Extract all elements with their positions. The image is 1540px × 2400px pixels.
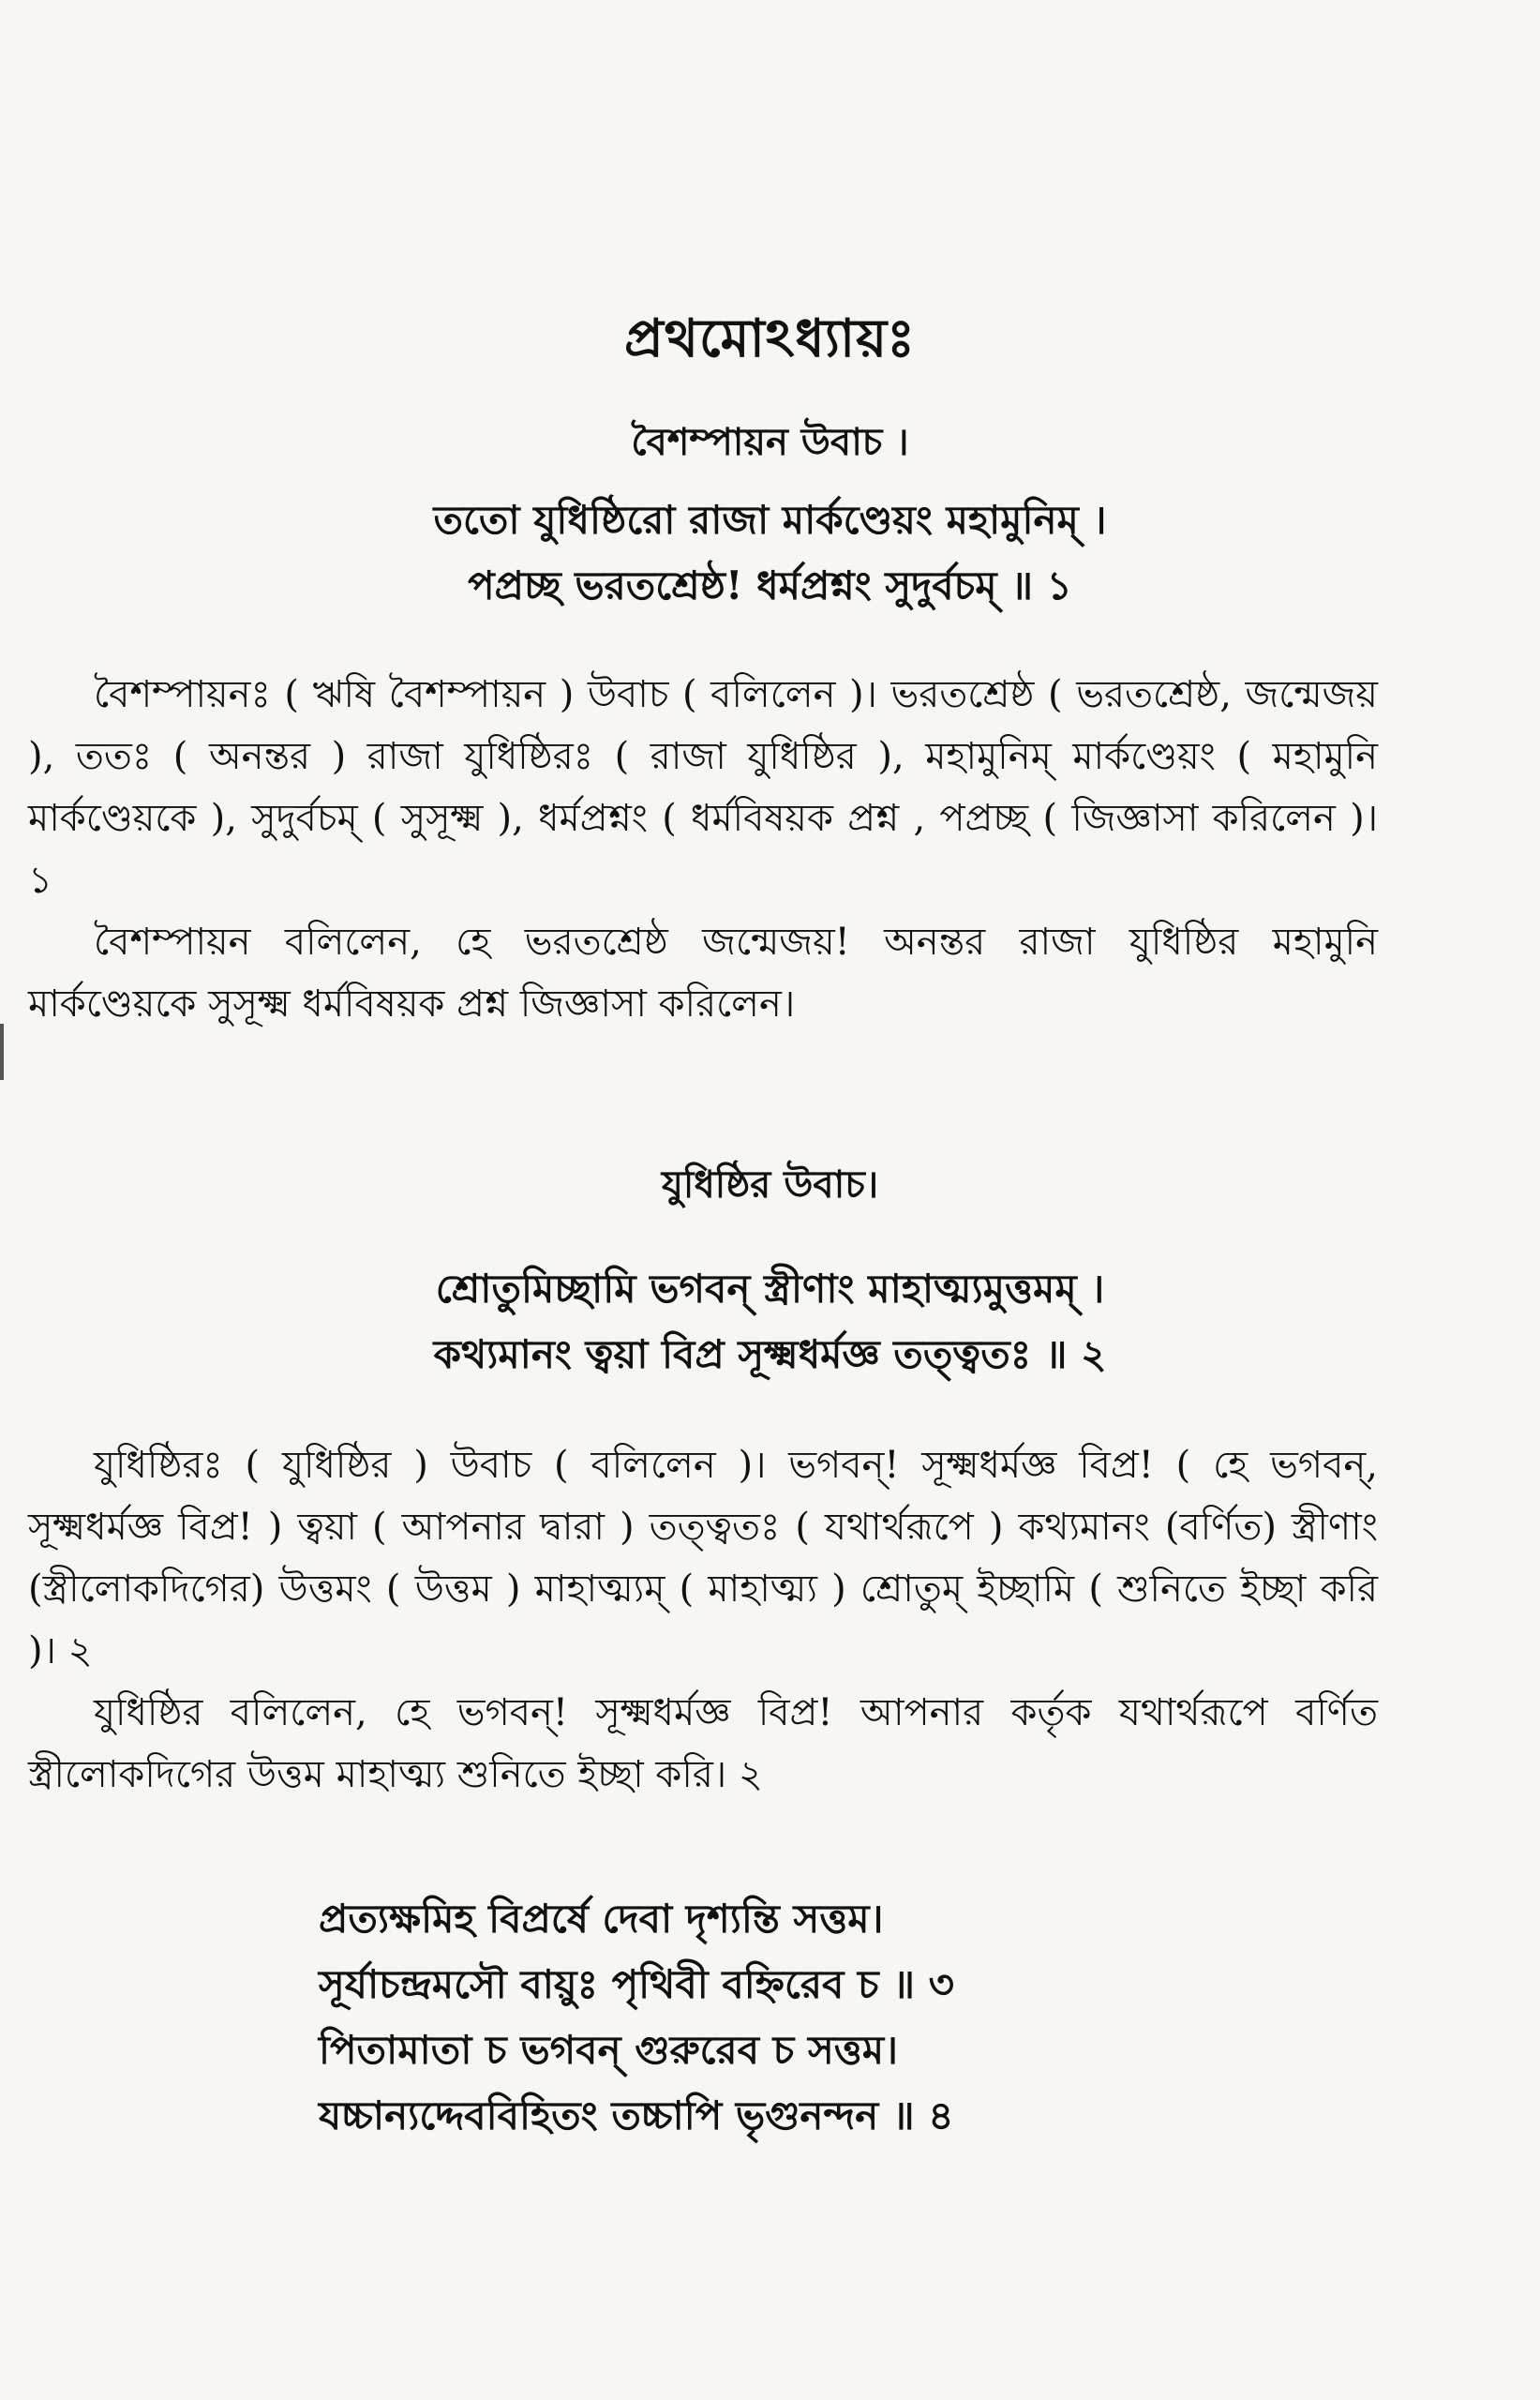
commentary-block-2 [28,1434,1378,1806]
word-commentary-1: বৈশম্পায়নঃ ( ঋষি বৈশম্পায়ন ) উবাচ ( বলিলেন )। ভরতশ্রেষ্ঠ ( ভরতশ্রেষ্ঠ, জন্মেজয় ), ততঃ ( অনন্তর ) রাজা যুধিষ্ঠিরঃ ( রাজা যুধিষ্ঠির ), মহামুনিম্ মার্কণ্ডেয়ং ( মহামুনি মার্কণ্ডেয়কে ), সুদুর্বচম্ ( সুসূক্ষ্ম ), ধর্মপ্রশ্নং ( ধর্মবিষয়ক প্রশ্ন , পপ্রচ্ছ ( জিজ্ঞাসা করিলেন )। ১ [28,673,1378,902]
commentary-block-1 [28,664,1378,1035]
verse-line-4: কথ্যমানং ত্বয়া বিপ্র সূক্ষ্মধর্মজ্ঞ তত্ত্বতঃ ॥ ২ [433,1331,1107,1377]
chapter-title: প্রথমোঽধ্যায়ঃ [623,308,917,369]
word-commentary-2: যুধিষ্ঠিরঃ ( যুধিষ্ঠির ) উবাচ ( বলিলেন )। ভগবন্! সূক্ষ্মধর্মজ্ঞ বিপ্র! ( হে ভগবন্, সূক্ষ্মধর্মজ্ঞ বিপ্র! ) ত্বয়া ( আপনার দ্বারা ) তত্ত্বতঃ ( যথার্থরূপে ) কথ্যমানং (বর্ণিত) স্ত্রীণাং (স্ত্রীলোকদিগের) উত্তমং ( উত্তম ) মাহাত্ম্যম্ ( মাহাত্ম্য ) শ্রোতুম্ ইচ্ছামি ( শুনিতে ইচ্ছা করি )। ২ [28,1444,1378,1672]
speaker-heading-1: বৈশম্পায়ন উবাচ । [631,420,909,464]
verse-line-6: সূর্যাচন্দ্রমসৌ বায়ুঃ পৃথিবী বহ্নিরেব চ ॥ ৩ [319,1961,954,2007]
translation-2: যুধিষ্ঠির বলিলেন, হে ভগবন্! সূক্ষ্মধর্মজ্ঞ বিপ্র! আপনার কর্তৃক যথার্থরূপে বর্ণিত স্ত্রীলোকদিগের উত্তম মাহাত্ম্য শুনিতে ইচ্ছা করি। ২ [28,1691,1378,1796]
page-edge-mark [0,1024,4,1080]
verse-line-2: পপ্রচ্ছ ভরতশ্রেষ্ঠ! ধর্মপ্রশ্নং সুদুর্বচম্ ॥ ১ [468,562,1072,608]
speaker-heading-2: যুধিষ্ঠির উবাচ। [661,1162,879,1207]
verse-line-3: শ্রোতুমিচ্ছামি ভগবন্ স্ত্রীণাং মাহাত্ম্যমুত্তমম্ । [435,1266,1105,1312]
verse-line-7: পিতামাতা চ ভগবন্ গুরুরেব চ সত্তম। [319,2027,899,2073]
verse-line-8: যচ্চান্যদ্দেববিহিতং তচ্চাপি ভৃগুনন্দন ॥ ৪ [319,2092,954,2138]
verse-line-1: ততো যুধিষ্ঠিরো রাজা মার্কণ্ডেয়ং মহামুনিম্ । [433,497,1107,543]
translation-1: বৈশম্পায়ন বলিলেন, হে ভরতশ্রেষ্ঠ জন্মেজয়! অনন্তর রাজা যুধিষ্ঠির মহামুনি মার্কণ্ডেয়কে সুসূক্ষ্ম ধর্মবিষয়ক প্রশ্ন জিজ্ঞাসা করিলেন। [28,921,1378,1026]
verse-line-5: প্রত্যক্ষমিহ বিপ্রর্ষে দেবা দৃশ্যন্তি সত্তম। [319,1896,884,1942]
